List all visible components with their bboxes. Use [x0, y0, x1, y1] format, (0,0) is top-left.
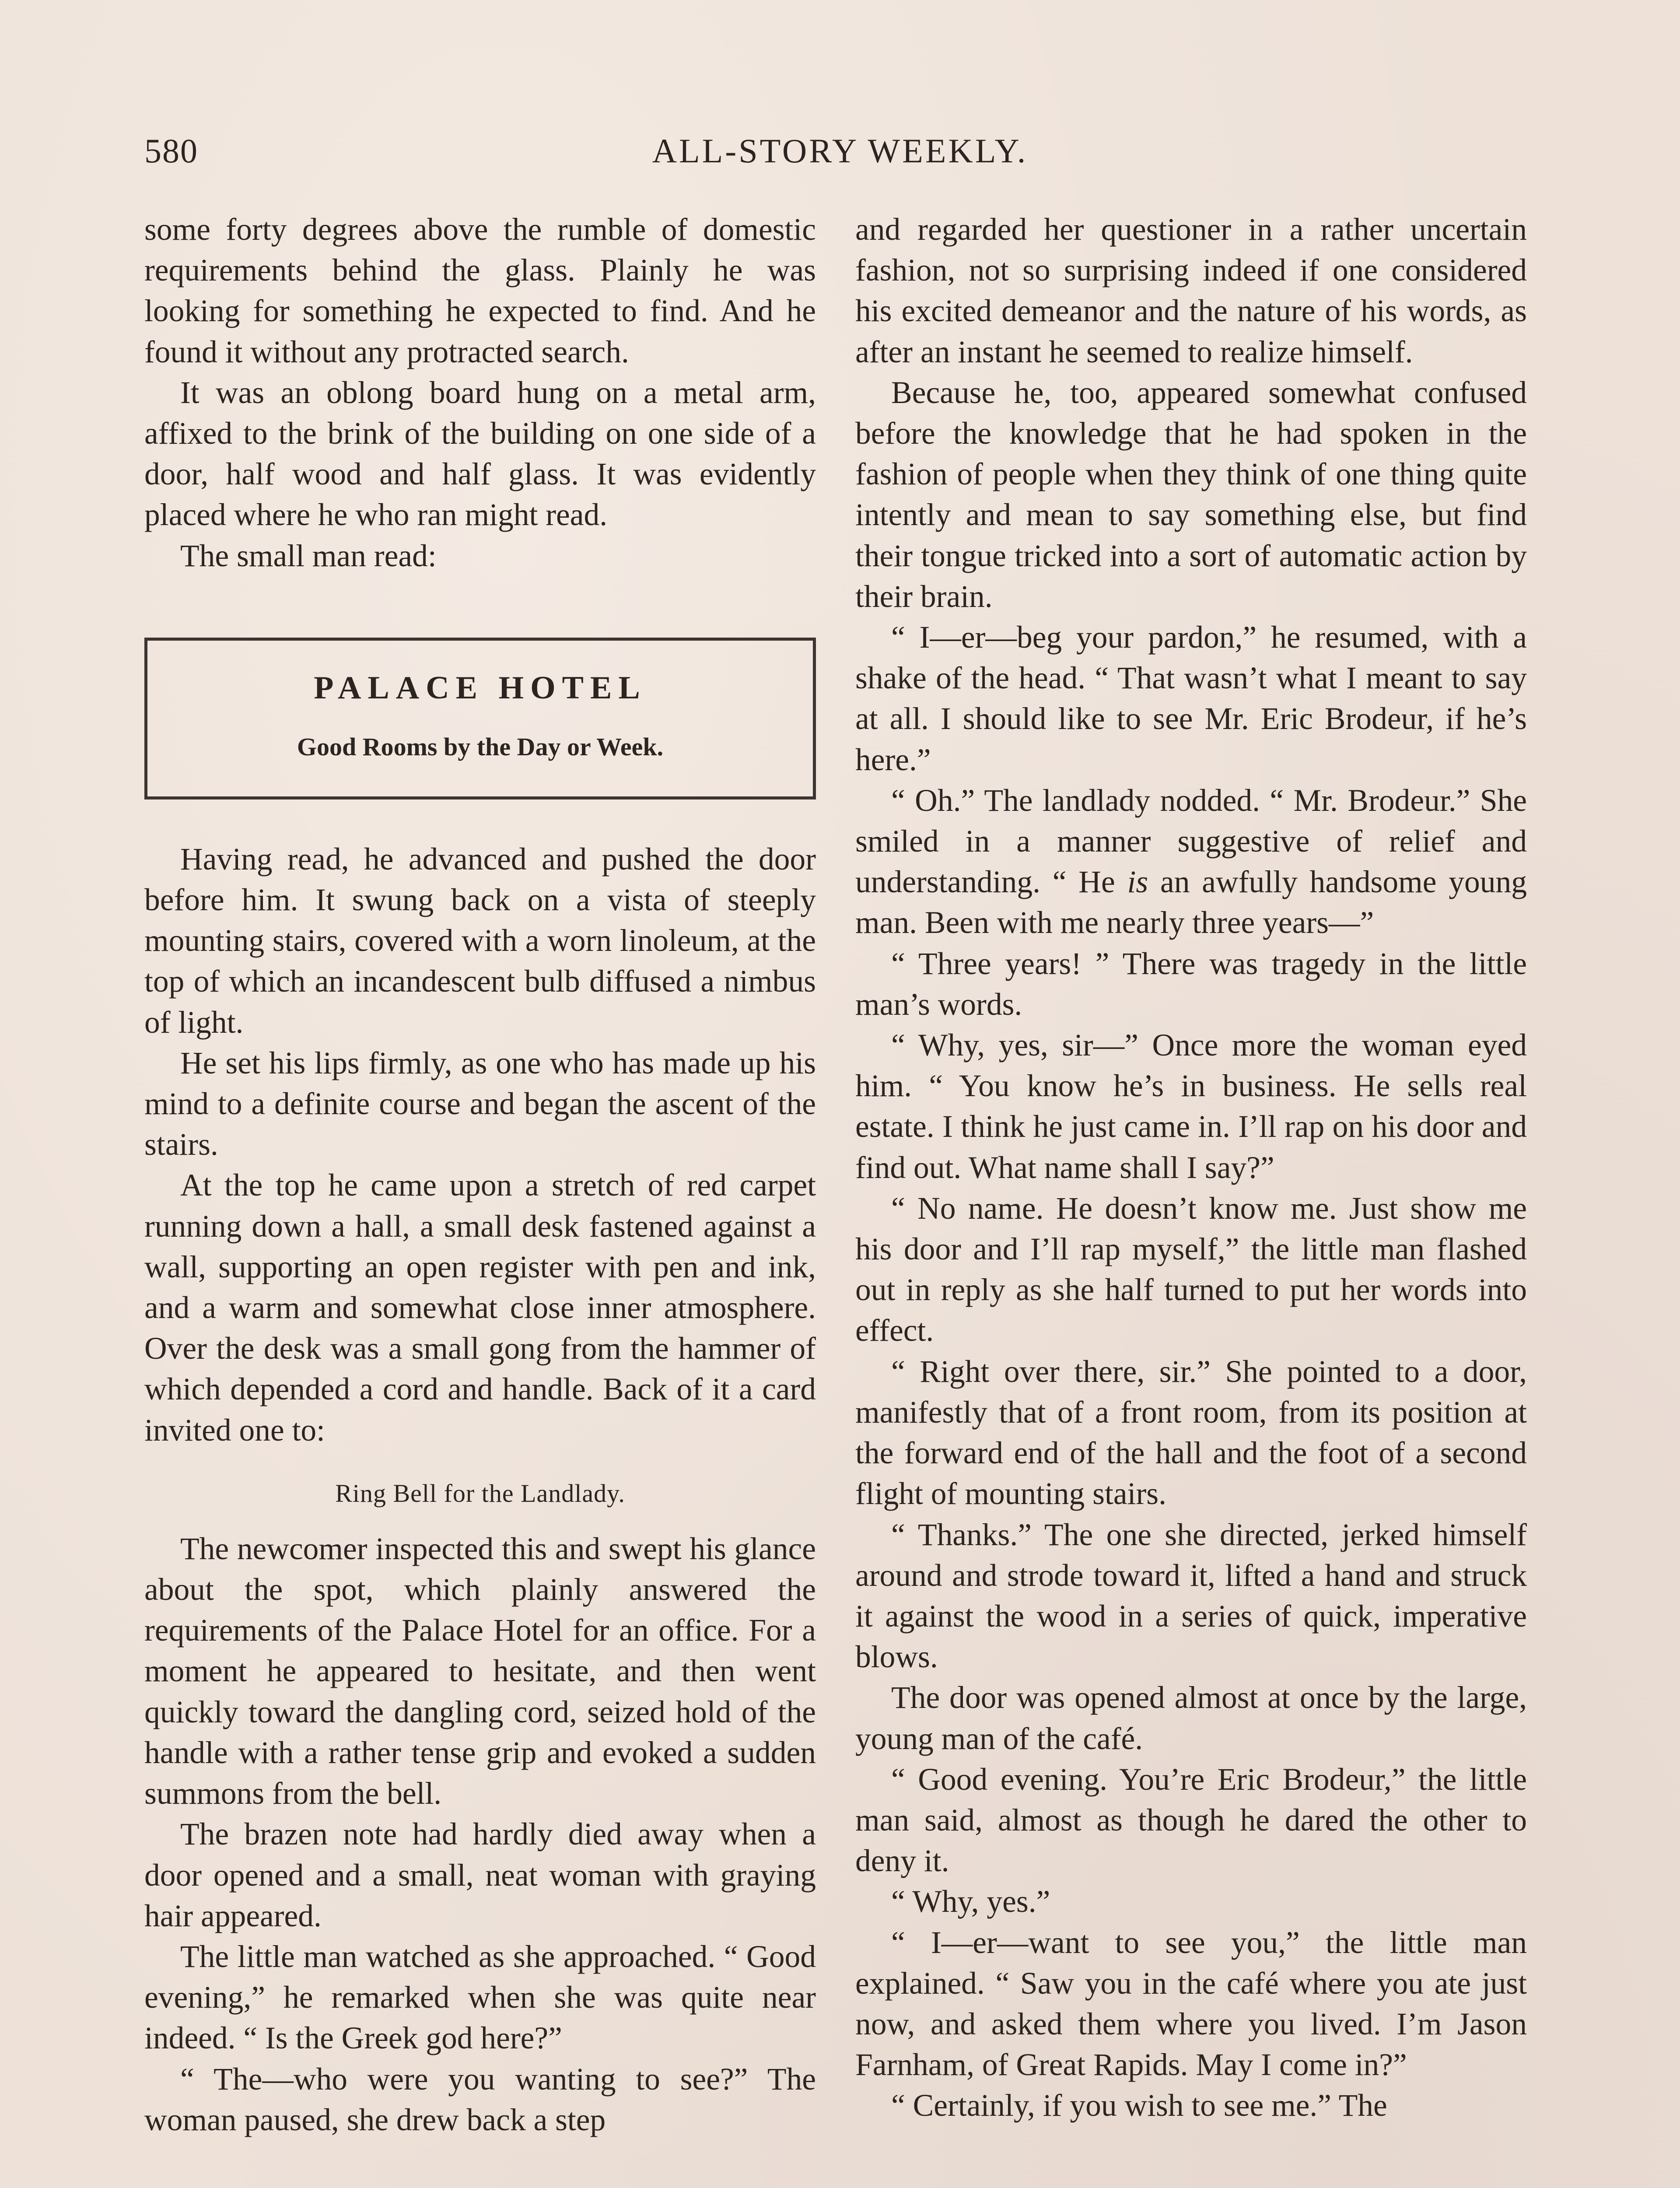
paragraph: “ Why, yes.” — [891, 1884, 1050, 1919]
paragraph: “ Three years! ” There was tragedy in the little man’s words. — [855, 946, 1527, 1022]
paragraph: It was an oblong board hung on a metal arm, affixed to the brink of the building on one side of a door, half wood and half glass. It was evidently placed where he who ran might read. — [144, 375, 816, 533]
paragraph: “ I—er—want to see you,” the little man explained. “ Saw you in the café where you ate just now, and asked them where you lived. I’m Jason Farnham, of Great Rapids. May I come in?” — [855, 1925, 1527, 2083]
paragraph: The small man read: — [180, 538, 437, 573]
paragraph — [855, 780, 1527, 943]
bell-notice: Ring Bell for the Landlady. — [335, 1479, 625, 1508]
page-number: 580 — [144, 132, 198, 170]
paragraph: The brazen note had hardly died away when a door opened and a small, neat woman with graying hair appeared. — [144, 1817, 816, 1933]
emphasis: is — [1127, 865, 1148, 900]
paragraph: He set his lips firmly, as one who has made up his mind to a definite course and began the ascent of the stairs. — [144, 1045, 816, 1162]
paragraph: Having read, he advanced and pushed the door before him. It swung back on a vista of steeply mounting stairs, covered with a worn linoleum, at the top of which an incandescent bulb diffused a nimbus of light. — [144, 842, 816, 1040]
right-column — [855, 209, 1527, 2126]
page-header — [144, 131, 1536, 179]
paragraph: and regarded her questioner in a rather uncertain fashion, not so surprising indeed if one considered his excited demeanor and the nature of his words, as after an instant he seemed to realize himself. — [855, 212, 1527, 369]
paragraph: “ The—who were you wanting to see?” The woman paused, she drew back a step — [144, 2062, 816, 2137]
left-column — [144, 209, 816, 2140]
sign-subtitle: Good Rooms by the Day or Week. — [297, 732, 664, 761]
paragraph: “ Right over there, sir.” She pointed to a door, manifestly that of a front room, from its position at the forward end of the hall and the foot of a second flight of mounting stairs. — [855, 1354, 1527, 1511]
paragraph: At the top he came upon a stretch of red carpet running down a hall, a small desk fastened against a wall, supporting an open register with pen and ink, and a warm and somewhat close inner atmosphere. Over the desk was a small gong from the hammer of which depended a cord and handle. Back of it a card invited one to: — [144, 1168, 816, 1448]
running-title: ALL-STORY WEEKLY. — [652, 132, 1028, 170]
paragraph: “ I—er—beg your pardon,” he resumed, with a shake of the head. “ That wasn’t what I meant to say at all. I should like to see Mr. Eric Brodeur, if he’s here.” — [855, 620, 1527, 777]
sign-title: PALACE HOTEL — [314, 670, 647, 706]
hotel-sign — [144, 638, 816, 799]
text-span: an awfully handsome young man. Been with me nearly three years—” — [855, 865, 1527, 940]
paragraph: “ No name. He doesn’t know me. Just show me his door and I’ll rap myself,” the little man flashed out in reply as she half turned to put her words into effect. — [855, 1191, 1527, 1348]
paragraph: “ Good evening. You’re Eric Brodeur,” the little man said, almost as though he dared the other to deny it. — [855, 1762, 1527, 1879]
paragraph: Because he, too, appeared somewhat confused before the knowledge that he had spoken in the fashion of people when they think of one thing quite intently and mean to say something else, but find their tongue tricked into a sort of automatic action by their brain. — [855, 375, 1527, 614]
text-span: “ Oh.” The landlady nodded. “ Mr. Brodeur.” She smiled in a manner suggestive of relief and understanding. “ He — [855, 783, 1527, 900]
paragraph: The little man watched as she approached. “ Good evening,” he remarked when she was quite near indeed. “ Is the Greek god here?” — [144, 1939, 816, 2056]
paragraph: “ Certainly, if you wish to see me.” The — [891, 2088, 1387, 2123]
paragraph: The door was opened almost at once by the large, young man of the café. — [855, 1680, 1527, 1756]
paragraph: “ Thanks.” The one she directed, jerked himself around and strode toward it, lifted a hand and struck it against the wood in a series of quick, imperative blows. — [855, 1517, 1527, 1675]
paragraph: “ Why, yes, sir—” Once more the woman eyed him. “ You know he’s in business. He sells real estate. I think he just came in. I’ll rap on his door and find out. What name shall I say?” — [855, 1028, 1527, 1185]
paragraph: some forty degrees above the rumble of domestic requirements behind the glass. Plainly he was looking for something he expected to find. And he found it without any protracted search. — [144, 212, 816, 369]
paragraph: The newcomer inspected this and swept his glance about the spot, which plainly answered the requirements of the Palace Hotel for an office. For a moment he appeared to hesitate, and then went quickly toward the dangling cord, seized hold of the handle with a rather tense grip and evoked a sudden summons from the bell. — [144, 1531, 816, 1811]
